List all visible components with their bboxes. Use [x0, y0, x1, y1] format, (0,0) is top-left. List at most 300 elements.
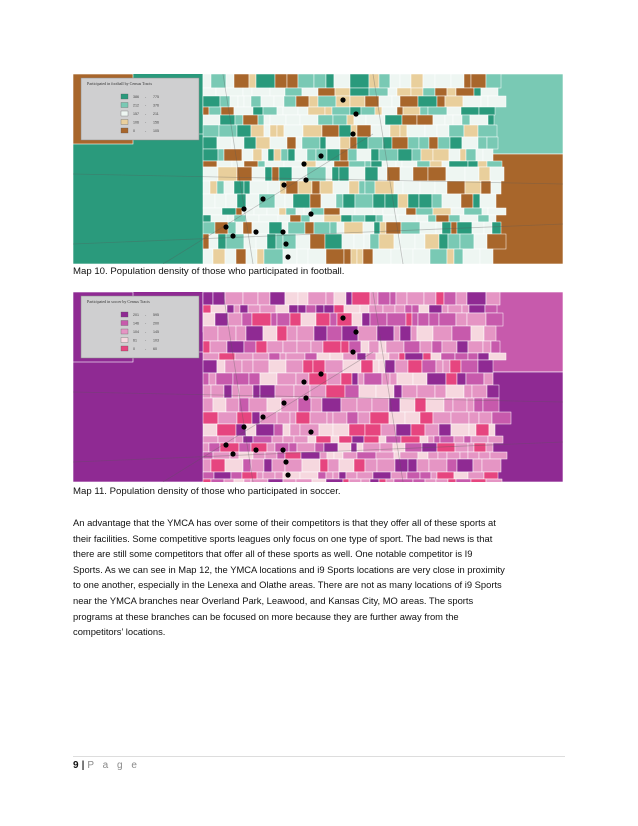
census-tract [203, 452, 213, 459]
census-tract [249, 398, 267, 412]
census-tract [377, 459, 395, 472]
census-tract [320, 181, 333, 194]
legend-range-from: 386 [133, 95, 139, 99]
census-tract [436, 479, 448, 482]
census-tract [419, 137, 429, 149]
census-tract [270, 125, 277, 137]
census-tract [352, 313, 362, 326]
census-tract [220, 96, 230, 107]
census-tract [235, 115, 243, 125]
census-tract [296, 412, 310, 424]
census-tract [218, 167, 237, 181]
census-tract [366, 353, 376, 360]
census-tract [277, 313, 290, 326]
census-tract [387, 313, 406, 326]
census-tract [479, 452, 490, 459]
location-marker [285, 254, 290, 259]
census-tract [437, 96, 445, 107]
map-10-caption: Map 10. Population density of those who participated in football. [73, 266, 345, 277]
census-tract [302, 88, 318, 96]
census-tract [234, 107, 253, 115]
legend-swatch [121, 338, 128, 343]
census-tract [429, 313, 439, 326]
census-tract [349, 424, 365, 436]
legend-range-dash: - [145, 120, 147, 125]
census-tract [269, 360, 286, 373]
census-tract [300, 115, 318, 125]
census-tract [390, 373, 397, 385]
census-tract [436, 360, 443, 373]
census-tract [413, 167, 428, 181]
census-tract [224, 385, 232, 398]
census-tract [419, 305, 429, 313]
census-tract [419, 194, 432, 208]
census-tract [258, 115, 264, 125]
census-tract [348, 149, 357, 161]
census-tract [431, 472, 437, 479]
census-tract [267, 341, 283, 353]
census-tract [268, 181, 280, 194]
census-tract [391, 249, 402, 264]
census-tract [287, 137, 296, 149]
census-tract [406, 313, 412, 326]
census-tract [402, 385, 417, 398]
census-tract [380, 222, 386, 234]
census-tract [226, 88, 243, 96]
census-tract [476, 149, 483, 161]
census-tract [428, 215, 436, 222]
census-tract [211, 459, 225, 472]
census-tract [254, 208, 267, 215]
census-tract [219, 125, 237, 137]
census-tract [450, 137, 462, 149]
census-tract [467, 313, 486, 326]
census-tract [301, 313, 316, 326]
census-tract [360, 305, 369, 313]
census-tract [264, 249, 283, 264]
census-tract [256, 341, 267, 353]
footer-separator: | [81, 760, 85, 771]
census-tract [333, 115, 347, 125]
census-tract [372, 398, 389, 412]
census-tract [346, 472, 357, 479]
census-tract [418, 313, 429, 326]
census-tract [310, 194, 321, 208]
census-tract [452, 326, 471, 341]
census-tract [451, 424, 469, 436]
census-tract [379, 149, 398, 161]
legend-range-to: 103 [153, 338, 159, 343]
location-marker [285, 472, 290, 477]
census-tract [471, 74, 486, 88]
legend-range-dash: - [145, 129, 147, 133]
census-tract [297, 443, 315, 452]
census-tract [447, 459, 457, 472]
census-tract [447, 88, 456, 96]
census-tract [334, 292, 346, 305]
census-tract [236, 249, 246, 264]
legend-swatch [121, 312, 128, 317]
census-tract [318, 472, 326, 479]
census-tract [386, 341, 404, 353]
census-tract [434, 436, 440, 443]
census-tract [342, 234, 354, 249]
census-tract [73, 352, 213, 482]
census-tract [435, 74, 451, 88]
census-tract [224, 479, 234, 482]
location-marker [350, 349, 355, 354]
census-tract [325, 234, 342, 249]
census-tract [318, 88, 335, 96]
census-tract [435, 181, 447, 194]
location-marker [253, 229, 258, 234]
census-tract [234, 479, 244, 482]
census-tract [461, 107, 479, 115]
census-tract [405, 353, 423, 360]
census-tract [398, 149, 412, 161]
census-tract [436, 292, 444, 305]
census-tract [402, 161, 417, 167]
census-tract [455, 353, 468, 360]
census-tract [457, 341, 468, 353]
census-tract [272, 459, 285, 472]
paragraph-line: there are still some competitors that offer all of these sports as well. One notable competitor is I9 [73, 548, 473, 560]
census-tract [302, 137, 320, 149]
census-tract [481, 88, 498, 96]
census-tract [325, 360, 343, 373]
census-tract [274, 424, 283, 436]
census-tract [203, 292, 213, 305]
census-tract [211, 385, 224, 398]
census-tract [234, 305, 240, 313]
census-tract [439, 313, 456, 326]
census-tract [370, 234, 379, 249]
census-tract [378, 292, 390, 305]
census-tract [446, 373, 457, 385]
census-tract [296, 479, 312, 482]
census-tract [445, 115, 453, 125]
census-tract [354, 234, 364, 249]
census-tract [365, 424, 381, 436]
census-tract [492, 222, 501, 234]
census-tract [278, 215, 290, 222]
census-tract [244, 479, 251, 482]
census-tract [324, 208, 340, 215]
census-tract [441, 353, 455, 360]
census-tract [394, 181, 403, 194]
census-tract [272, 436, 283, 443]
census-tract [334, 161, 349, 167]
census-tract [333, 412, 347, 424]
census-tract [326, 292, 334, 305]
census-tract [420, 412, 433, 424]
census-tract [442, 194, 461, 208]
census-tract [408, 194, 419, 208]
census-tract [437, 472, 454, 479]
census-tract [203, 313, 215, 326]
census-tract [435, 385, 446, 398]
census-tract [326, 479, 343, 482]
census-tract [233, 373, 249, 385]
census-tract [262, 149, 268, 161]
census-tract [465, 181, 481, 194]
census-tract [285, 88, 302, 96]
census-tract [363, 443, 380, 452]
census-tract [378, 167, 387, 181]
census-tract [326, 137, 340, 149]
census-tract [243, 88, 252, 96]
census-tract [369, 341, 379, 353]
census-tract [322, 125, 339, 137]
census-tract [203, 443, 209, 452]
census-tract [239, 443, 251, 452]
census-tract [415, 234, 425, 249]
legend-range-from: 0 [133, 129, 135, 133]
census-tract [217, 360, 225, 373]
census-tract [446, 385, 464, 398]
census-tract [443, 360, 450, 373]
census-tract [486, 74, 501, 88]
census-tract [270, 292, 285, 305]
census-tract [432, 194, 442, 208]
census-tract [227, 305, 234, 313]
census-tract [464, 74, 471, 88]
census-tract [442, 305, 448, 313]
census-tract [234, 181, 244, 194]
legend-swatch [121, 111, 128, 116]
census-tract [344, 249, 351, 264]
census-tract [470, 115, 488, 125]
census-tract [218, 234, 226, 249]
census-tract [203, 208, 222, 215]
census-tract [483, 149, 493, 161]
census-tract [243, 115, 258, 125]
census-tract [368, 137, 383, 149]
census-tract [428, 436, 434, 443]
census-tract [330, 313, 337, 326]
census-tract [258, 161, 265, 167]
census-tract [444, 292, 456, 305]
census-tract [283, 436, 294, 443]
census-tract [411, 88, 423, 96]
census-tract [456, 292, 467, 305]
census-tract [396, 208, 406, 215]
census-tract [308, 292, 326, 305]
paragraph-line: to one another, especially in the Lenexa and Olathe areas. There are not as many locations of i9 Sports [73, 579, 502, 591]
census-tract [488, 96, 506, 107]
census-tract [357, 149, 371, 161]
census-tract [417, 385, 435, 398]
location-marker [253, 447, 258, 452]
census-tract [366, 115, 385, 125]
census-tract [260, 373, 277, 385]
census-tract [358, 373, 364, 385]
census-tract [488, 115, 494, 125]
census-tract [437, 125, 449, 137]
census-tract [343, 479, 349, 482]
census-tract [244, 161, 258, 167]
census-tract [390, 74, 400, 88]
census-tract [277, 125, 284, 137]
census-tract [290, 215, 301, 222]
census-tract [489, 353, 506, 360]
census-tract [349, 479, 361, 482]
census-tract [339, 472, 346, 479]
census-tract [448, 305, 462, 313]
census-tract [296, 96, 309, 107]
census-tract [203, 305, 211, 313]
census-tract [215, 194, 226, 208]
census-tract [226, 74, 234, 88]
census-tract [343, 194, 355, 208]
location-marker [223, 442, 228, 447]
census-tract [210, 341, 227, 353]
census-tract [460, 234, 474, 249]
census-tract [335, 88, 350, 96]
census-tract [283, 234, 296, 249]
location-marker [301, 379, 306, 384]
census-tract [221, 107, 234, 115]
census-tract [358, 326, 377, 341]
football-legend-title: Participated in football by Census Tracts [87, 81, 152, 86]
census-tract [327, 149, 340, 161]
census-tract [361, 341, 369, 353]
census-tract [327, 326, 342, 341]
census-tract [275, 194, 285, 208]
census-tract [211, 305, 227, 313]
page-label: P a g e [87, 760, 140, 771]
census-tract [478, 137, 487, 149]
census-tract [325, 107, 332, 115]
census-tract [436, 215, 449, 222]
census-tract [361, 360, 373, 373]
census-tract [251, 479, 268, 482]
census-tract [417, 459, 429, 472]
census-tract [239, 385, 253, 398]
location-marker [303, 395, 308, 400]
census-tract [242, 360, 253, 373]
census-tract [283, 424, 290, 436]
census-tract [260, 305, 276, 313]
census-tract [218, 436, 235, 443]
census-tract [253, 436, 272, 443]
census-tract [415, 398, 426, 412]
census-tract [339, 167, 349, 181]
census-tract [286, 115, 300, 125]
census-tract [481, 181, 491, 194]
census-tract [389, 353, 399, 360]
legend-range-from: 201 [133, 313, 139, 317]
census-tract [250, 181, 268, 194]
census-tract [430, 161, 442, 167]
census-tract [456, 313, 467, 326]
census-tract [316, 313, 330, 326]
census-tract [484, 326, 496, 341]
census-tract [316, 305, 324, 313]
census-tract [402, 115, 417, 125]
census-tract [487, 385, 499, 398]
census-tract [385, 360, 395, 373]
census-tract [347, 412, 358, 424]
census-tract [448, 479, 456, 482]
census-tract [478, 353, 489, 360]
census-tract [331, 436, 339, 443]
paragraph-line: An advantage that the YMCA has over some of their competitors is that they offer all of these sports at [73, 517, 496, 528]
census-tract [394, 385, 402, 398]
census-tract [203, 341, 210, 353]
census-tract [244, 137, 256, 149]
legend-range-to: 145 [153, 330, 159, 334]
census-tract [460, 215, 478, 222]
census-tract [269, 353, 280, 360]
census-tract [373, 472, 391, 479]
census-tract [203, 137, 217, 149]
census-tract [468, 472, 484, 479]
census-tract [267, 208, 279, 215]
census-tract [308, 107, 325, 115]
census-tract [489, 215, 496, 222]
census-tract [264, 125, 270, 137]
census-tract [482, 459, 501, 472]
census-tract [438, 452, 447, 459]
census-tract [203, 436, 218, 443]
census-tract [380, 443, 393, 452]
census-tract [224, 181, 234, 194]
census-tract [439, 424, 451, 436]
census-tract [411, 424, 425, 436]
census-tract [203, 167, 218, 181]
census-tract [209, 234, 218, 249]
census-tract [324, 215, 341, 222]
census-tract [400, 96, 418, 107]
census-tract [479, 167, 490, 181]
legend-range-from: 0 [133, 347, 135, 351]
census-tract [386, 222, 401, 234]
census-tract [265, 167, 272, 181]
census-tract [228, 313, 242, 326]
census-tract [357, 452, 376, 459]
census-tract [420, 436, 428, 443]
census-tract [225, 360, 242, 373]
census-tract [289, 443, 297, 452]
census-tract [218, 149, 224, 161]
census-tract [376, 215, 383, 222]
census-tract [209, 373, 216, 385]
census-tract [203, 353, 219, 360]
legend-range-dash: - [145, 103, 147, 108]
census-tract [238, 96, 244, 107]
census-tract [216, 373, 233, 385]
census-tract [242, 472, 257, 479]
census-tract [398, 215, 417, 222]
census-tract [376, 385, 394, 398]
census-tract [490, 167, 504, 181]
census-tract [406, 208, 416, 215]
census-tract [314, 74, 326, 88]
census-tract [215, 313, 228, 326]
census-tract [243, 436, 253, 443]
census-tract [269, 222, 282, 234]
census-tract [319, 424, 333, 436]
census-tract [281, 149, 288, 161]
census-tract [393, 443, 405, 452]
census-tract [334, 74, 350, 88]
census-tract [396, 292, 407, 305]
census-tract [327, 412, 333, 424]
census-tract [401, 222, 420, 234]
census-tract [333, 424, 349, 436]
legend-range-from: 212 [133, 103, 139, 108]
